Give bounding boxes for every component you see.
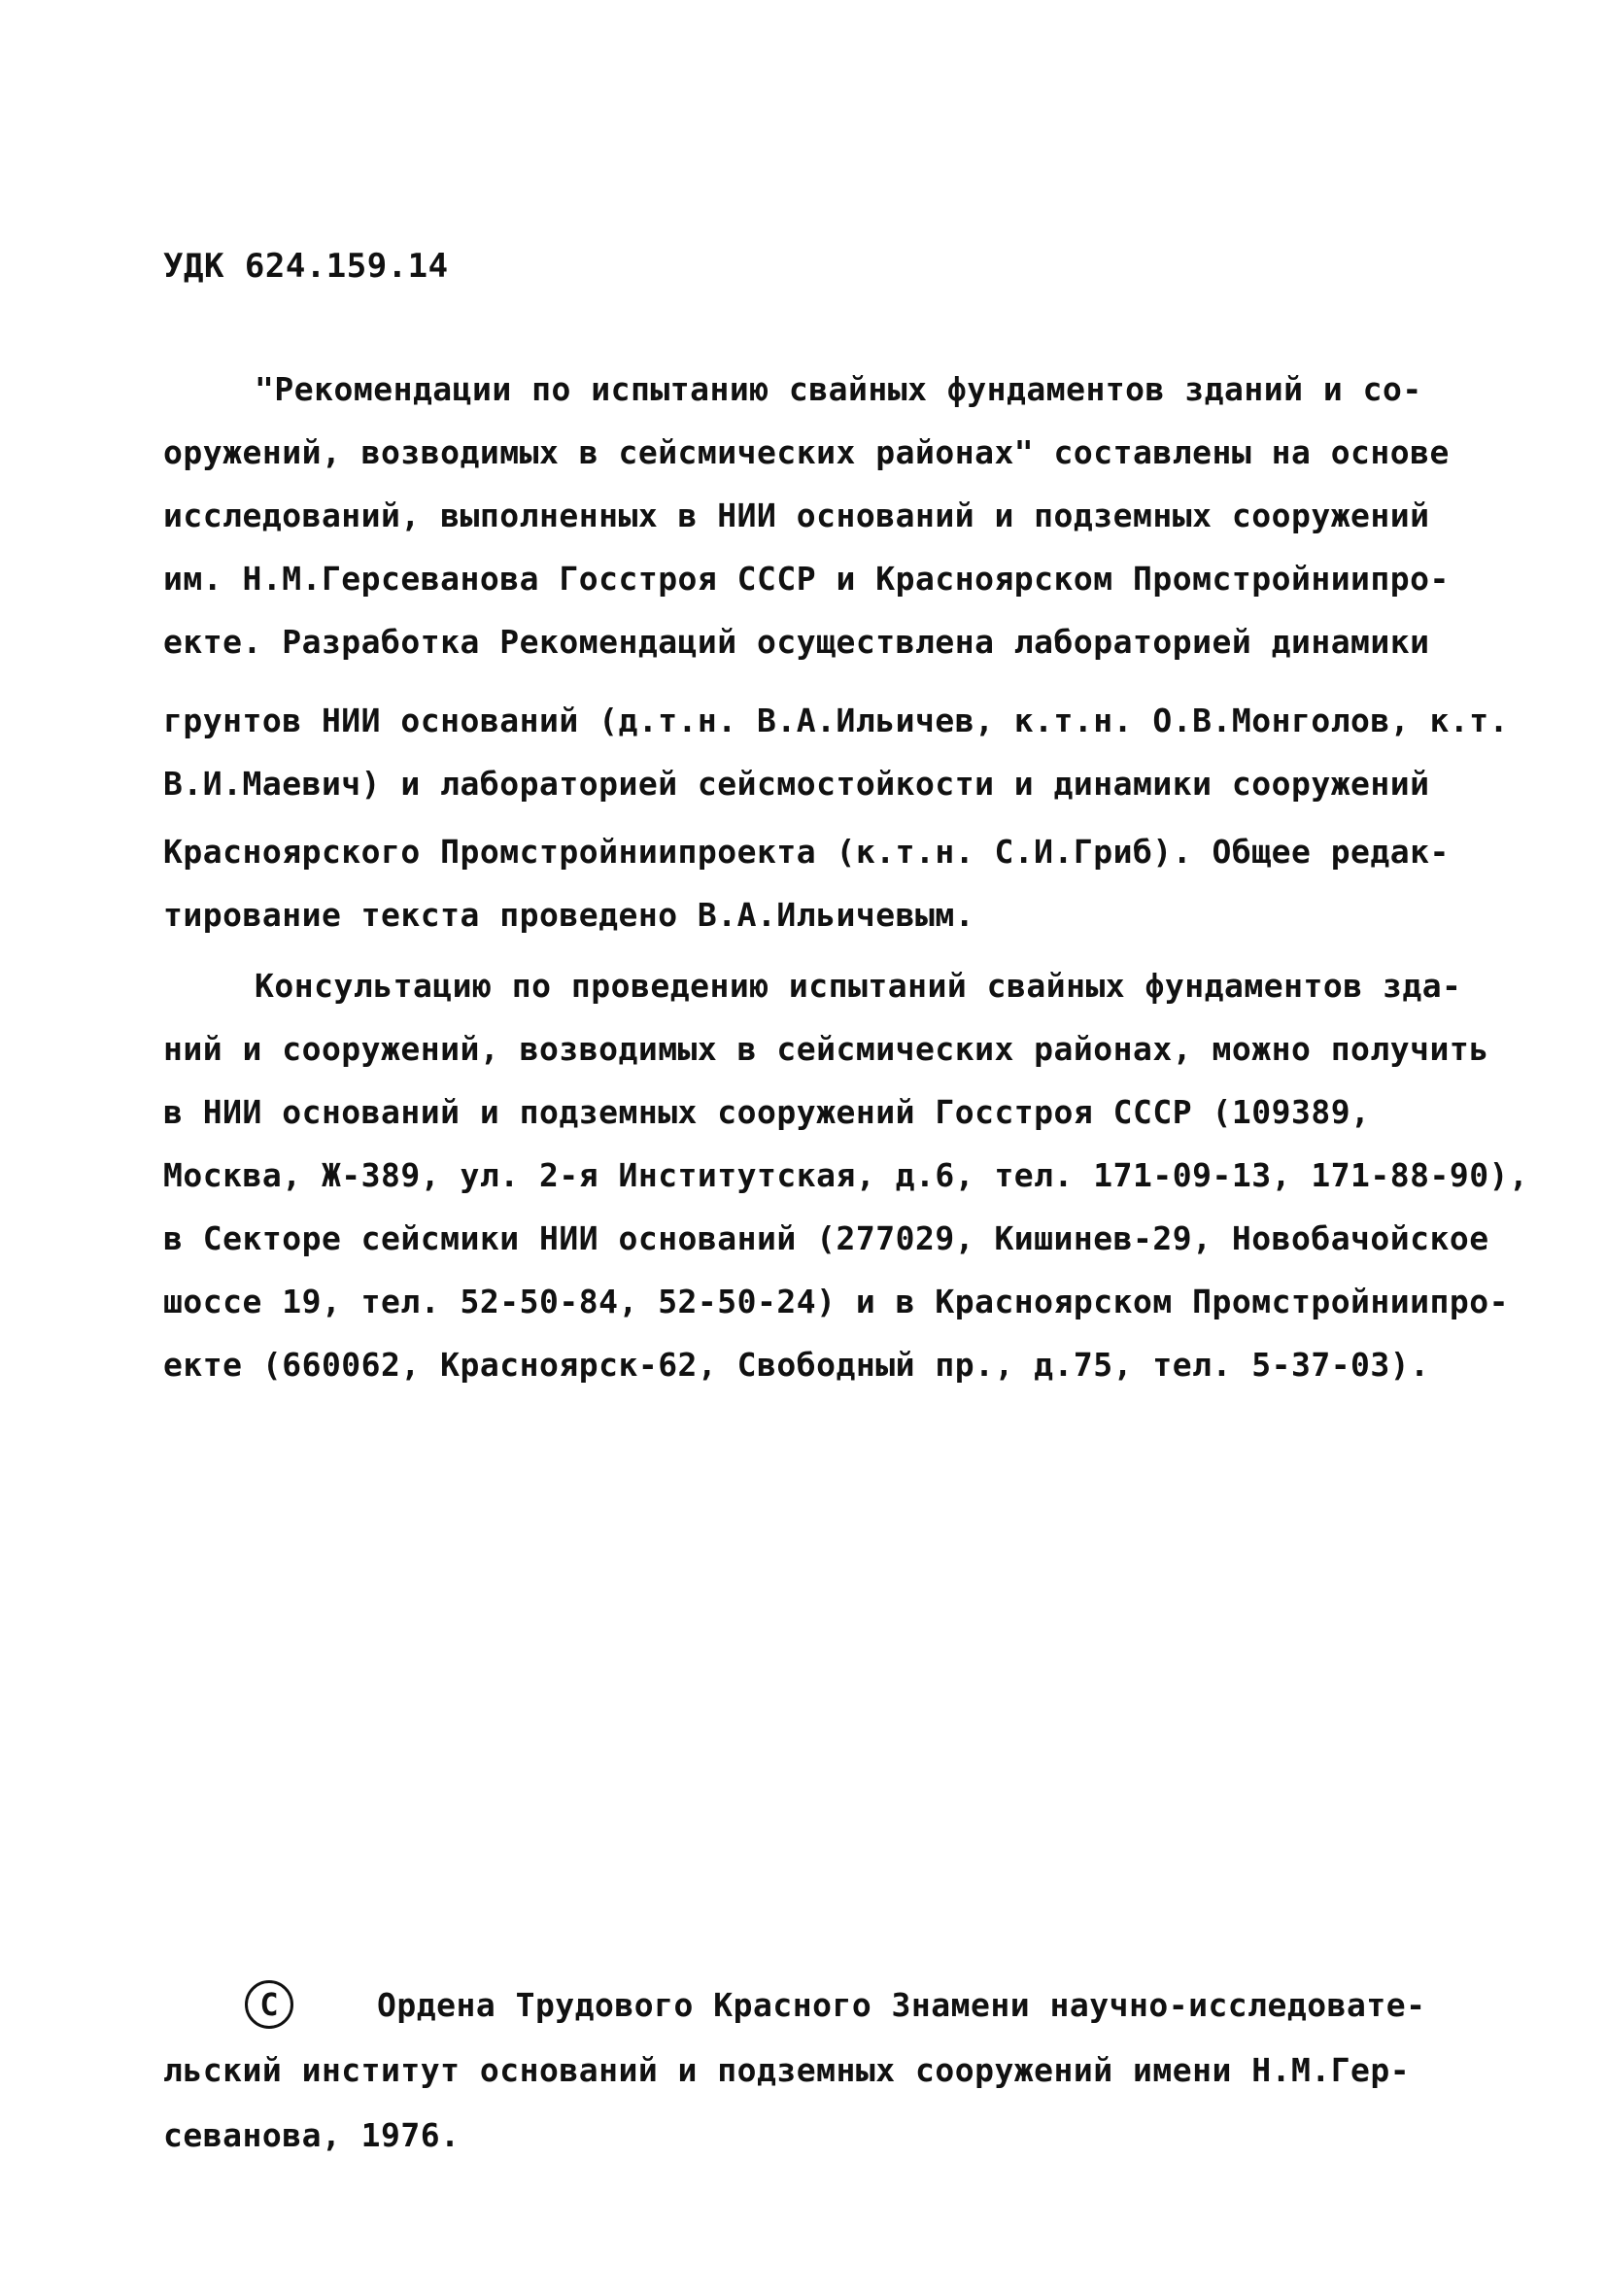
udc-code: УДК 624.159.14 bbox=[163, 247, 449, 286]
copyright-icon: С bbox=[245, 1980, 293, 2029]
paragraph-1-line-8: Красноярского Промстройниипроекта (к.т.н. С.И.Гриб). Общее редак- bbox=[163, 833, 1450, 871]
paragraph-2-line-6: шоссе 19, тел. 52-50-84, 52-50-24) и в Красноярском Промстройниипро- bbox=[163, 1283, 1510, 1320]
paragraph-1-line-5: екте. Разработка Рекомендаций осуществлена лабораторией динамики bbox=[163, 623, 1430, 661]
paragraph-1-line-2: оружений, возводимых в сейсмических районах" составлены на основе bbox=[163, 433, 1450, 471]
paragraph-1-line-6: грунтов НИИ оснований (д.т.н. В.А.Ильичев, к.т.н. О.В.Монголов, к.т. bbox=[163, 702, 1510, 739]
paragraph-1-line-1: "Рекомендации по испытанию свайных фундаментов зданий и со- bbox=[255, 370, 1422, 408]
copyright-line-3: севанова, 1976. bbox=[163, 2116, 461, 2154]
paragraph-2-line-3: в НИИ оснований и подземных сооружений Госстроя СССР (109389, bbox=[163, 1093, 1371, 1131]
copyright-line-1: Ордена Трудового Красного Знамени научно-исследовате- bbox=[377, 1986, 1426, 2024]
paragraph-2-line-5: в Секторе сейсмики НИИ оснований (277029, Кишинев-29, Новобачойское bbox=[163, 1219, 1489, 1257]
copyright-line-2: льский институт оснований и подземных сооружений имени Н.М.Гер- bbox=[163, 2051, 1411, 2089]
paragraph-2-line-4: Москва, Ж-389, ул. 2-я Институтская, д.6, тел. 171-09-13, 171-88-90), bbox=[163, 1156, 1529, 1194]
paragraph-1-line-9: тирование текста проведено В.А.Ильичевым. bbox=[163, 896, 975, 934]
paragraph-1-line-4: им. Н.М.Герсеванова Госстроя СССР и Красноярском Промстройниипро- bbox=[163, 560, 1450, 598]
paragraph-2-line-7: екте (660062, Красноярск-62, Свободный пр., д.75, тел. 5-37-03). bbox=[163, 1346, 1430, 1384]
paragraph-1-line-7: В.И.Маевич) и лабораторией сейсмостойкости и динамики сооружений bbox=[163, 765, 1430, 803]
paragraph-1-line-3: исследований, выполненных в НИИ оснований и подземных сооружений bbox=[163, 497, 1430, 534]
paragraph-2-line-2: ний и сооружений, возводимых в сейсмических районах, можно получить bbox=[163, 1030, 1489, 1068]
paragraph-2-line-1: Консультацию по проведению испытаний свайных фундаментов зда- bbox=[255, 967, 1462, 1005]
